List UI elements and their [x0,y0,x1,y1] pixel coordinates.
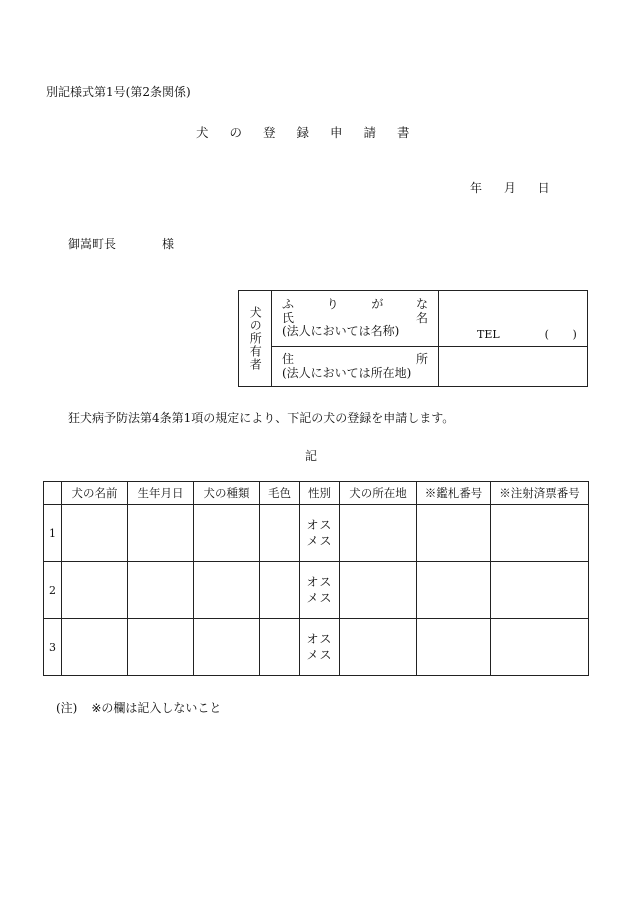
header-coat-color: 毛色 [260,482,300,505]
sex-female-option[interactable]: メス [306,534,333,548]
table-row [44,562,589,619]
dog-location-cell[interactable] [340,619,417,676]
footnote [56,699,221,716]
coat-color-cell[interactable] [260,619,300,676]
addressee-name: 御嵩町長 [68,237,117,251]
license-number-cell [417,505,491,562]
name-char: 氏 [282,310,295,325]
dog-name-cell[interactable] [62,619,128,676]
breed-cell[interactable] [194,562,260,619]
header-birth-date: 生年月日 [128,482,194,505]
dog-name-cell[interactable] [62,562,128,619]
header-num [44,482,62,505]
owner-table [238,290,588,387]
table-row [44,505,589,562]
address-char: 住 [282,352,295,366]
owner-address-field[interactable] [439,347,588,387]
sex-cell[interactable] [300,505,340,562]
sex-cell[interactable] [300,619,340,676]
form-label: 別記様式第1号(第2条関係) [46,85,191,99]
tel-paren: ( ) [544,328,577,341]
row-number: 2 [44,562,62,619]
header-license-number: ※鑑札番号 [417,482,491,505]
address-label [282,353,428,367]
birth-date-cell[interactable] [128,562,194,619]
sex-male-option[interactable]: オス [306,632,333,646]
license-number-cell [417,562,491,619]
furigana-char: ふ [282,297,295,312]
address-char: 所 [415,352,428,366]
sex-male-option[interactable]: オス [306,518,333,532]
coat-color-cell[interactable] [260,562,300,619]
furigana-char: な [415,297,428,312]
sex-male-option[interactable]: オス [306,575,333,589]
ki-heading: 記 [305,449,318,463]
birth-date-cell[interactable] [128,619,194,676]
address-corporate-note: (法人においては所在地) [282,365,412,380]
breed-cell[interactable] [194,619,260,676]
vaccination-tag-cell [491,562,589,619]
header-dog-location: 犬の所在地 [340,482,417,505]
dog-table-header [44,482,589,505]
vaccination-tag-cell [491,619,589,676]
furigana-char: が [371,297,384,312]
date-line: 年 月 日 [470,181,550,195]
note-text: ※の欄は記入しないこと [91,701,222,715]
owner-address-label [272,347,439,387]
breed-cell[interactable] [194,505,260,562]
coat-color-cell[interactable] [260,505,300,562]
furigana-char: り [326,297,339,312]
row-number: 1 [44,505,62,562]
tel-label: TEL [477,328,500,341]
statement: 狂犬病予防法第4条第1項の規定により、下記の犬の登録を申請します。 [68,411,455,425]
license-number-cell [417,619,491,676]
owner-name-field[interactable] [439,291,588,347]
dog-name-cell[interactable] [62,505,128,562]
sex-female-option[interactable]: メス [306,591,333,605]
tel-field [477,328,577,341]
dog-table [43,481,589,676]
vaccination-tag-cell [491,505,589,562]
dog-location-cell[interactable] [340,505,417,562]
birth-date-cell[interactable] [128,505,194,562]
header-dog-name: 犬の名前 [62,482,128,505]
owner-group-label: 犬の所有者 [239,291,272,387]
header-sex: 性別 [300,482,340,505]
addressee [68,235,174,252]
furigana-label [282,298,428,312]
page-title: 犬の登録申請書 [196,125,431,140]
name-char: 名 [415,310,428,325]
sex-cell[interactable] [300,562,340,619]
header-breed: 犬の種類 [194,482,260,505]
name-corporate-note: (法人においては名称) [282,324,400,339]
dog-location-cell[interactable] [340,562,417,619]
addressee-honorific: 様 [162,237,175,251]
header-vaccination-tag-number: ※注射済票番号 [491,482,589,505]
row-number: 3 [44,619,62,676]
table-row [44,619,589,676]
sex-female-option[interactable]: メス [306,648,333,662]
note-label: (注) [56,701,78,715]
owner-name-label [272,291,439,347]
